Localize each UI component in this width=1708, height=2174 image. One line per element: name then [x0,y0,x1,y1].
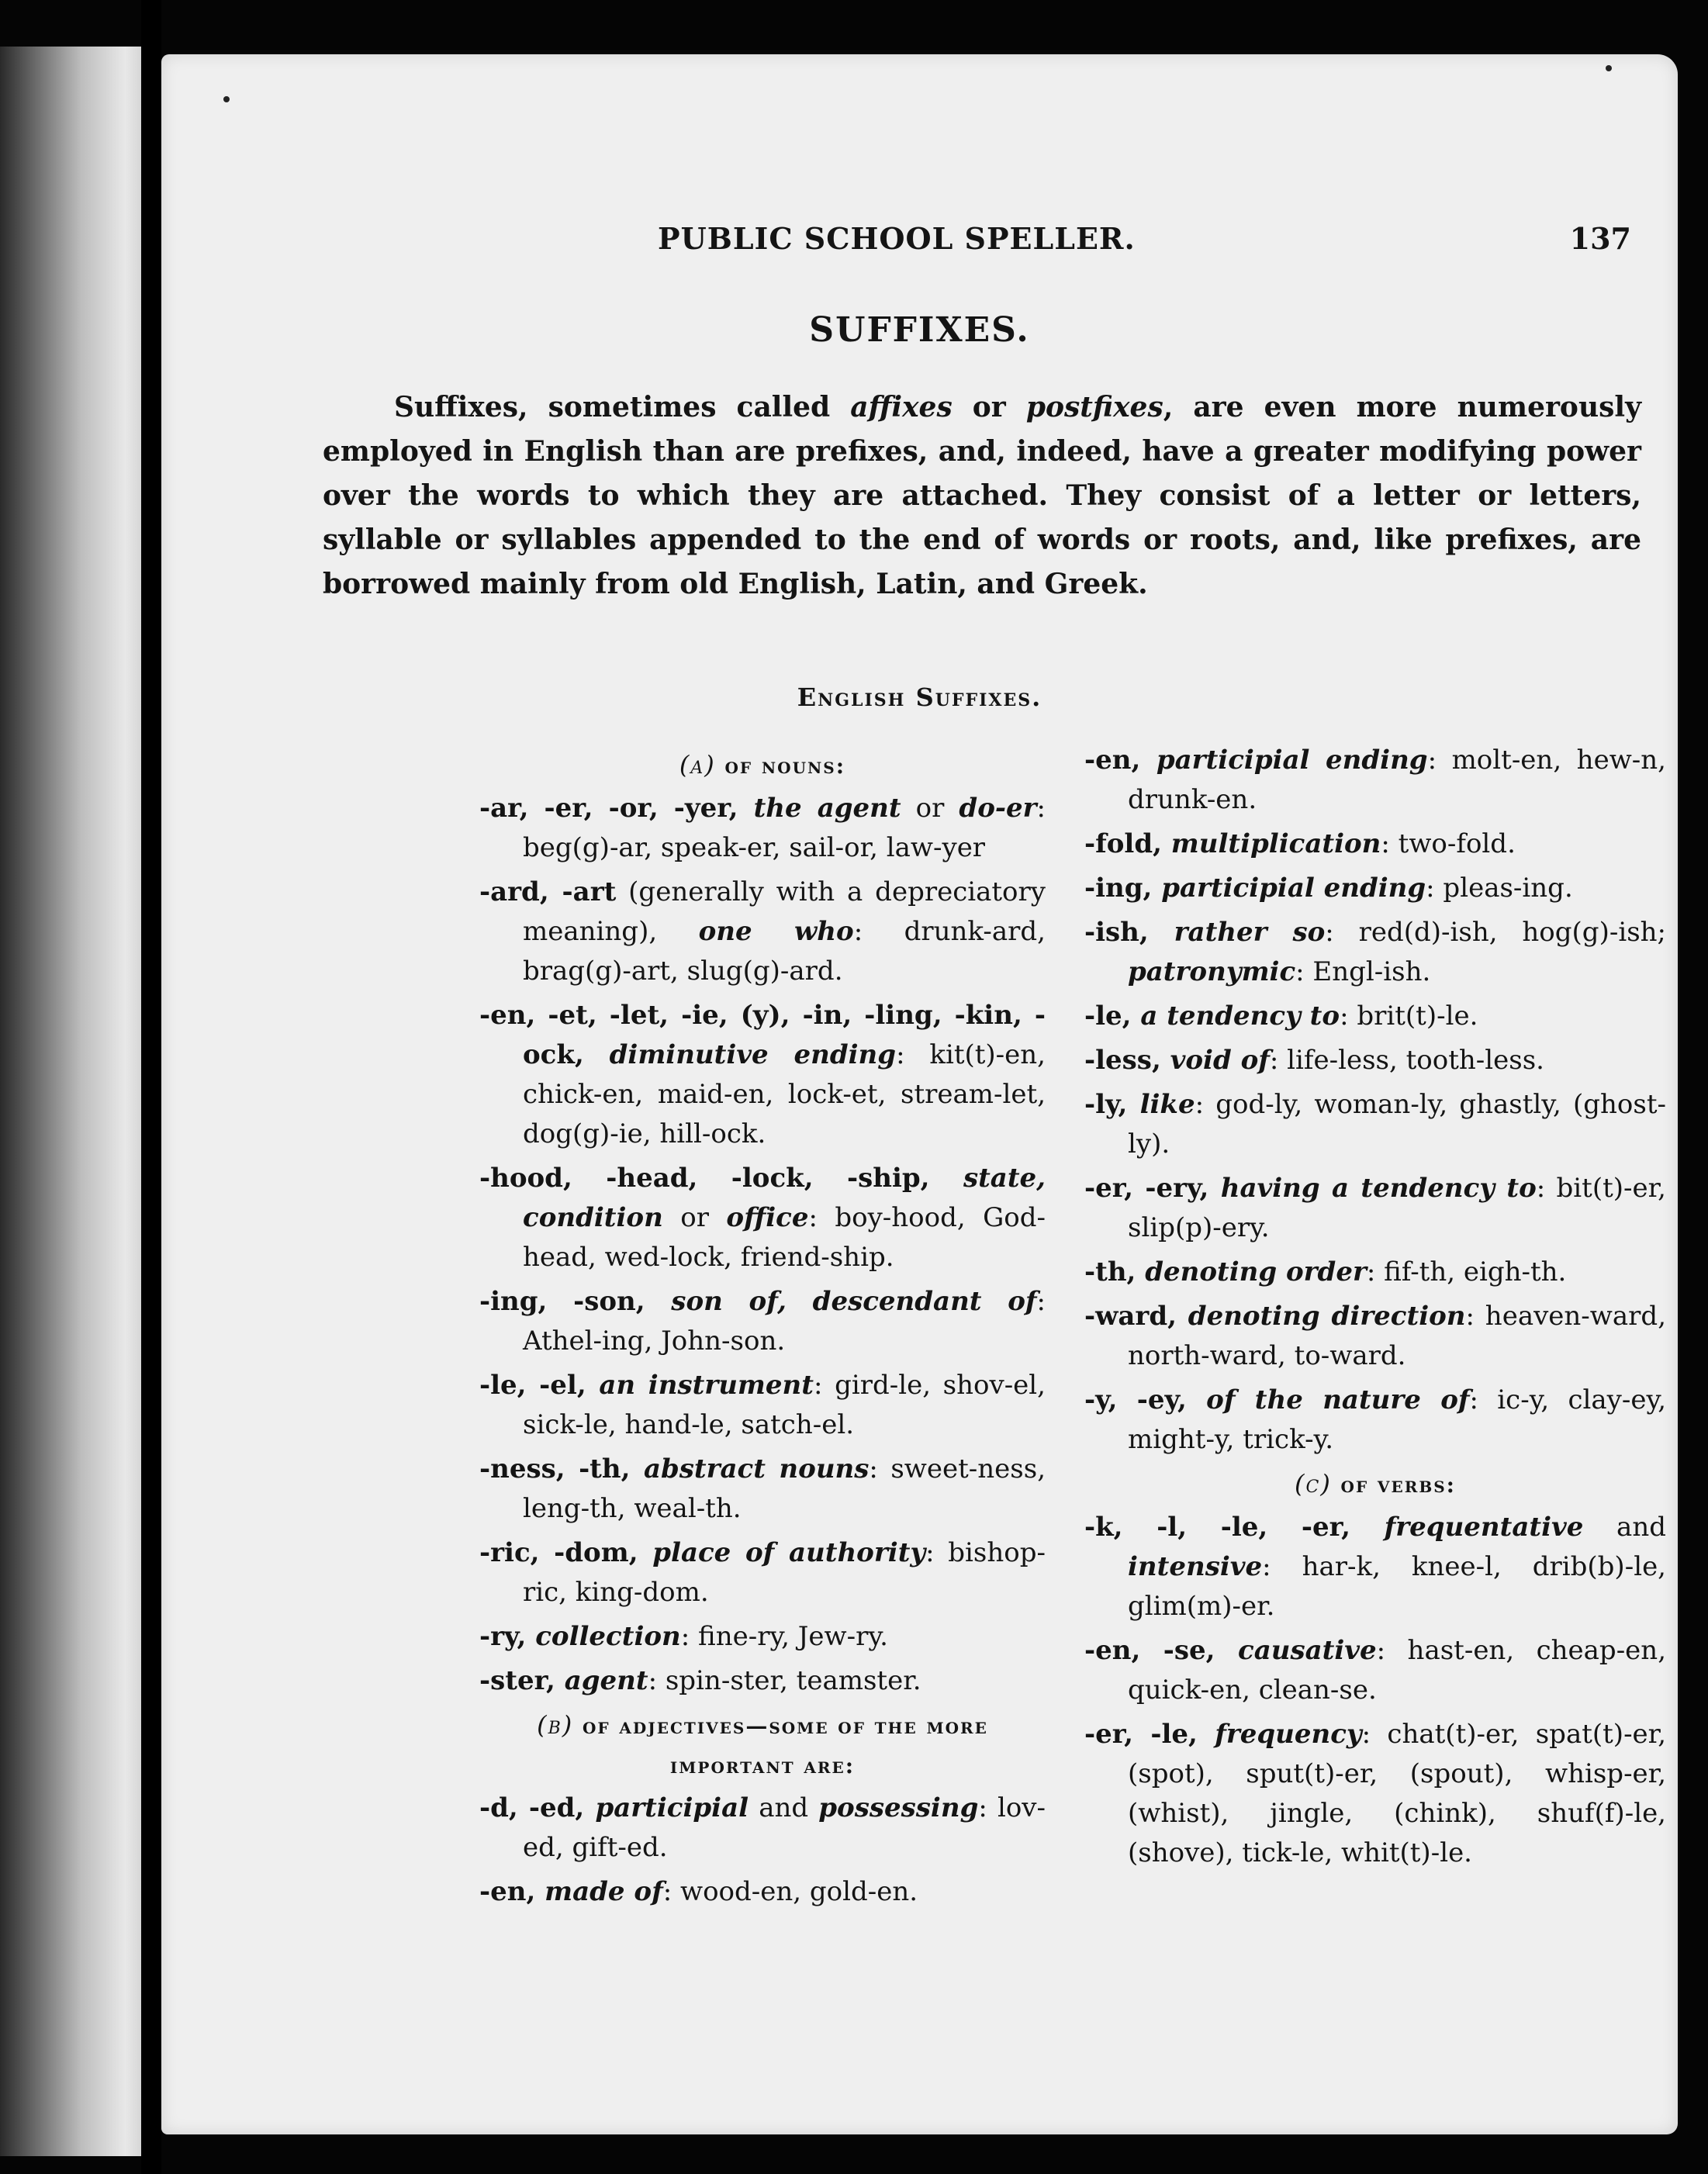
suffix-entry [479,1282,1046,1361]
suffix-examples: : Athel-ing, John-son. [523,1286,1046,1357]
suffix-examples: : wood-en, gold-en. [662,1876,918,1907]
adjectives-list-left [479,1789,1046,1912]
connector-text: and [749,1792,819,1823]
suffix-term: -le, [1084,1001,1132,1032]
section-letter: (c) [1295,1469,1332,1498]
suffix-meaning: participial ending [1140,745,1428,776]
suffix-examples: : fine-ry, Jew-ry. [680,1621,888,1652]
book-gutter [141,0,161,2174]
suffix-meaning: a tendency to [1131,1001,1340,1032]
speck-mark [1606,65,1612,71]
suffix-entry [1084,1253,1666,1292]
suffix-term: -ing, -son, [479,1286,645,1317]
suffix-examples: : two-fold. [1381,828,1516,859]
suffix-entry [1084,1715,1666,1873]
suffix-entry [1084,913,1666,992]
suffix-entry [1084,1085,1666,1164]
suffix-meaning: agent [555,1665,648,1696]
suffix-entry [479,1159,1046,1277]
suffix-meaning: frequentative [1350,1512,1584,1543]
suffix-term: -er, -le, [1084,1719,1198,1750]
connector-text: : red(d)-ish, hog(g)-ish; [1325,917,1666,948]
suffix-meaning: place of authority [638,1537,926,1568]
suffix-entry [1084,741,1666,820]
suffix-entry [479,1617,1046,1657]
section-heading-adjectives [479,1706,1046,1785]
suffix-examples: : hast-en, cheap-en, quick-en, clean-se. [1128,1635,1667,1706]
verbs-list [1084,1508,1666,1873]
suffix-term: -en, -et, -let, -ie, (y), -in, -ling, -kin, -ock, [479,1000,1046,1070]
running-header [161,221,1678,268]
suffix-term: -ster, [479,1665,555,1696]
page-content [161,54,1678,2134]
suffix-meaning: the agent [738,793,901,824]
nouns-list [479,789,1046,1701]
suffix-meaning: denoting order [1136,1256,1367,1287]
suffix-examples: : brit(t)-le. [1340,1001,1478,1032]
suffix-examples: : drunk-ard, brag(g)-art, slug(g)-ard. [523,916,1046,987]
suffix-meaning: participial ending [1152,873,1426,904]
suffix-term: -ish, [1084,917,1149,948]
suffix-meaning: participial [584,1792,749,1823]
suffix-meaning: rather so [1148,917,1326,948]
suffix-meaning: abstract nouns [630,1453,870,1484]
section-label: of adjectives—some of the more important are: [573,1713,988,1778]
suffix-term: -ar, -er, -or, -yer, [479,793,738,824]
suffix-meaning: patronymic [1128,956,1296,987]
page-title: SUFFIXES. [809,310,1030,350]
suffix-examples: : heaven-ward, north-ward, to-ward. [1128,1301,1666,1371]
adjectives-list-right [1084,741,1666,1460]
suffix-entry [479,789,1046,868]
suffix-entry [1084,824,1666,864]
intro-term-affixes: affixes [850,391,953,423]
suffix-term: -y, -ey, [1084,1384,1187,1415]
suffix-meaning: son of, descendant of [645,1286,1037,1317]
suffix-entry [1084,1381,1666,1460]
suffix-term: -ric, -dom, [479,1537,638,1568]
page-number: 137 [1569,221,1631,256]
suffix-examples: : lov-ed, gift-ed. [523,1792,1046,1863]
suffix-term: -th, [1084,1256,1136,1287]
suffix-entry [1084,1041,1666,1080]
connector-text: (generally with a depreciatory meaning), [523,876,1046,947]
section-heading-nouns [479,745,1046,786]
section-heading-verbs [1084,1464,1666,1505]
section-subheading: English Suffixes. [797,683,1042,712]
suffix-term: -ry, [479,1621,527,1652]
suffix-meaning: made of [535,1876,663,1907]
suffix-examples: : sweet-ness, leng-th, weal-th. [523,1453,1046,1524]
running-title: PUBLIC SCHOOL SPELLER. [658,221,1136,256]
suffix-examples: : molt-en, hew-n, drunk-en. [1128,745,1666,815]
suffix-entry [479,996,1046,1154]
suffix-entry [1084,869,1666,908]
suffix-term: -k, -l, -le, -er, [1084,1512,1350,1543]
suffix-meaning: intensive [1128,1551,1263,1582]
suffix-meaning: frequency [1197,1719,1362,1750]
suffix-examples: : bit(t)-er, slip(p)-ery. [1128,1173,1666,1243]
suffix-term: -le, -el, [479,1370,586,1401]
suffix-examples: : Engl-ish. [1295,956,1431,987]
intro-paragraph [323,385,1641,607]
suffix-term: -en, [1084,745,1141,776]
facing-page-edge [0,47,147,2156]
suffix-meaning: office [726,1202,809,1233]
connector-text: or [662,1202,727,1233]
section-label: of verbs: [1331,1472,1456,1498]
connector-text: and [1583,1512,1666,1543]
suffix-examples: : life-less, tooth-less. [1269,1045,1544,1076]
suffix-examples: : pleas-ing. [1426,873,1573,904]
suffix-examples: : spin-ster, teamster. [648,1665,921,1696]
speck-mark [223,96,230,102]
suffix-examples: : ic-y, clay-ey, might-y, trick-y. [1128,1384,1666,1455]
suffix-entry [479,1366,1046,1445]
intro-text: or [952,391,1026,423]
suffix-entry [479,1533,1046,1612]
suffix-term: -ard, -art [479,876,617,907]
suffix-meaning: diminutive ending [583,1039,897,1070]
suffix-meaning: do-er [959,793,1037,824]
suffix-entry [479,1789,1046,1868]
suffix-term: -en, [479,1876,536,1907]
suffix-examples: : har-k, knee-l, drib(b)-le, glim(m)-er. [1128,1551,1666,1622]
left-column [479,741,1046,1917]
intro-text: Suffixes, sometimes called [394,391,851,423]
suffix-entry [479,1450,1046,1529]
suffix-examples: : kit(t)-en, chick-en, maid-en, lock-et, stream-let, dog(g)-ie, hill-ock. [523,1039,1046,1149]
suffix-meaning: collection [526,1621,681,1652]
suffix-term: -er, -ery, [1084,1173,1209,1204]
suffix-entry [1084,997,1666,1036]
suffix-examples: : fif-th, eigh-th. [1366,1256,1567,1287]
suffix-meaning: like [1127,1089,1195,1120]
suffix-term: -d, -ed, [479,1792,585,1823]
suffix-meaning: of the nature of [1186,1384,1470,1415]
suffix-term: -ly, [1084,1089,1128,1120]
section-letter: (a) [679,750,716,779]
intro-text: , are even more numerously employed in English than are prefixes, and, indeed, have a greater modifying power over the words to which they are attached. They consist of a letter or letters, syllable or syllables appended to the end of words or roots, and, like prefixes, are borrowed mainly from old English, Latin, and Greek. [323,391,1641,600]
suffix-examples: : god-ly, woman-ly, ghastly, (ghost-ly). [1128,1089,1666,1160]
right-column [1084,741,1666,1878]
suffix-entry [1084,1297,1666,1376]
suffix-meaning: having a tendency to [1208,1173,1537,1204]
section-letter: (b) [537,1710,574,1740]
suffix-meaning: causative [1215,1635,1377,1666]
suffix-examples: : bishop-ric, king-dom. [523,1537,1046,1608]
suffix-examples: : boy-hood, God-head, wed-lock, friend-ship. [523,1202,1046,1273]
intro-term-postfixes: postfixes [1025,391,1163,423]
suffix-meaning: multiplication [1161,828,1381,859]
suffix-term: -less, [1084,1045,1161,1076]
suffix-meaning: denoting direction [1176,1301,1466,1332]
suffix-meaning: an instrument [586,1370,814,1401]
suffix-entry [1084,1169,1666,1248]
suffix-entry [479,1661,1046,1701]
suffix-term: -hood, -head, -lock, -ship, [479,1163,930,1194]
section-label: of nouns: [715,753,846,779]
book-page [161,54,1678,2134]
suffix-examples: : chat(t)-er, spat(t)-er, (spot), sput(t)-er, (spout), whisp-er, (whist), jingle, (chink), shuf(f)-le, (shove), tick-le, whit(t)-le. [1128,1719,1667,1868]
suffix-term: -ward, [1084,1301,1177,1332]
suffix-meaning: one who [698,916,854,947]
suffix-term: -ness, -th, [479,1453,631,1484]
suffix-meaning: possessing [818,1792,979,1823]
suffix-examples: : beg(g)-ar, speak-er, sail-or, law-yer [523,793,1046,863]
suffix-entry [1084,1508,1666,1626]
suffix-examples: : gird-le, shov-el, sick-le, hand-le, satch-el. [523,1370,1046,1440]
connector-text: or [901,793,959,824]
suffix-term: -fold, [1084,828,1162,859]
suffix-meaning: state, condition [523,1163,1046,1233]
suffix-term: -en, -se, [1084,1635,1215,1666]
suffix-entry [479,873,1046,991]
suffix-term: -ing, [1084,873,1153,904]
suffix-entry [479,1872,1046,1912]
suffix-meaning: void of [1160,1045,1270,1076]
suffix-entry [1084,1631,1666,1710]
